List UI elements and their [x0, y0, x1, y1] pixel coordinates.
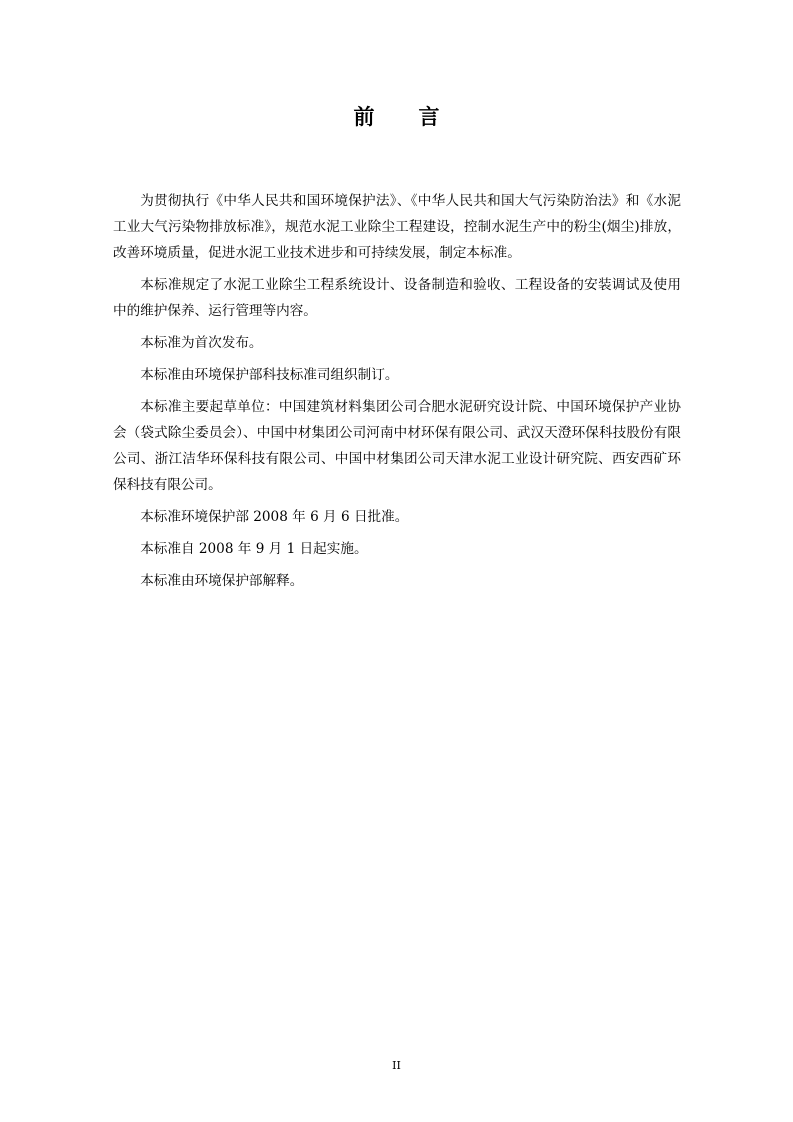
- paragraph-approval-date: 本标准环境保护部 2008 年 6 月 6 日批准。: [140, 509, 409, 525]
- paragraph-purpose: 为贯彻执行《中华人民共和国环境保护法》、《中华人民共和国大气污染防治法》和《水泥工业大气污染物排放标准》，规范水泥工业除尘工程建设，控制水泥生产中的粉尘(烟尘)排放，改善环境质量，促进水泥工业技术进步和可持续发展，制定本标准。: [113, 193, 681, 261]
- page-number: II: [392, 1059, 401, 1072]
- paragraph-organizer: 本标准由环境保护部科技标准司组织制订。: [140, 367, 399, 383]
- paragraph-effective-date: 本标准自 2008 年 9 月 1 日起实施。: [140, 541, 368, 557]
- paragraph-scope: 本标准规定了水泥工业除尘工程系统设计、设备制造和验收、工程设备的安装调试及使用中的维护保养、运行管理等内容。: [113, 277, 681, 319]
- page-title: 前言: [353, 105, 484, 129]
- preface-body: [113, 188, 681, 600]
- paragraph-drafting-units: 本标准主要起草单位：中国建筑材料集团公司合肥水泥研究设计院、中国环境保护产业协会（袋式除尘委员会）、中国中材集团公司河南中材环保有限公司、武汉天澄环保科技股份有限公司、浙江洁华环保科技有限公司、中国中材集团公司天津水泥工业设计研究院、西安西矿环保科技有限公司。: [113, 399, 681, 493]
- paragraph-first-release: 本标准为首次发布。: [140, 335, 263, 351]
- paragraph-interpretation: 本标准由环境保护部解释。: [140, 573, 304, 589]
